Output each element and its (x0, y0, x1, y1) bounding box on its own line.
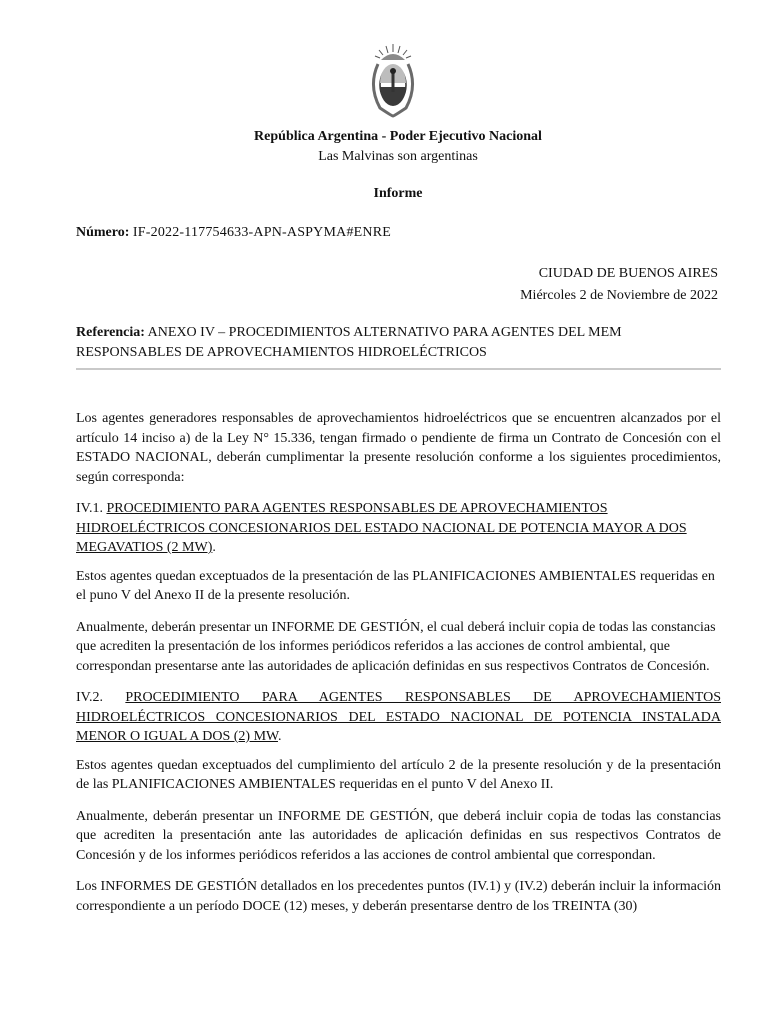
date: Miércoles 2 de Noviembre de 2022 (520, 288, 718, 303)
section-iv1-heading (76, 499, 721, 558)
section-iv1-number: IV.1. (76, 501, 107, 516)
document-number (76, 223, 391, 243)
section-iv2-paragraph-2: Anualmente, deberán presentar un INFORME DE GESTIÓN, que deberá incluir copia de todas las constancias que acrediten la presentación ante las autoridades de aplicación definidas en sus respectivos Contratos de Concesión y de los informes periódicos referidos a las acciones de control ambiental que correspondan. (76, 808, 721, 863)
reference (76, 323, 726, 362)
section-iv2-paragraph-1: Estos agentes quedan exceptuados del cumplimiento del artículo 2 de la presente resolución y de la presentación de las PLANIFICACIONES AMBIENTALES requeridas en el punto V del Anexo II. (76, 757, 721, 792)
header-motto: Las Malvinas son argentinas (318, 149, 478, 164)
document-type: Informe (373, 186, 423, 201)
header-title: República Argentina - Poder Ejecutivo Nacional (254, 129, 542, 144)
city: CIUDAD DE BUENOS AIRES (538, 266, 718, 281)
document-number-value: IF-2022-117754633-APN-ASPYMA#ENRE (132, 225, 391, 240)
section-iv1-title: PROCEDIMIENTO PARA AGENTES RESPONSABLES DE APROVECHAMIENTOS HIDROELÉCTRICOS CONCESIONARIOS DEL ESTADO NACIONAL DE POTENCIA MAYOR A DOS MEGAVATIOS (2 MW) (76, 501, 687, 555)
closing-paragraph: Los INFORMES DE GESTIÓN detallados en los precedentes puntos (IV.1) y (IV.2) deberán incluir la información correspondiente a un período DOCE (12) meses, y deberán presentarse dentro de los TREINTA (30) (76, 879, 721, 914)
reference-text: ANEXO IV – PROCEDIMIENTOS ALTERNATIVO PARA AGENTES DEL MEM RESPONSABLES DE APROVECHAMIENTOS HIDROELÉCTRICOS (76, 325, 622, 360)
divider (76, 368, 721, 370)
section-iv2-heading (76, 688, 721, 747)
section-iv1-end: . (212, 540, 216, 555)
intro-paragraph: Los agentes generadores responsables de aprovechamientos hidroeléctricos que se encuentren alcanzados por el artículo 14 inciso a) de la Ley N° 15.336, tengan firmado o pendiente de firma un Contrato de Concesión con el ESTADO NACIONAL, deberán cumplimentar la presente resolución conforme a los siguientes procedimientos, según corresponda: (76, 411, 721, 485)
document-body (76, 409, 721, 928)
section-iv1-paragraph-1: Estos agentes quedan exceptuados de la presentación de las PLANIFICACIONES AMBIENTALES requeridas en el puno V del Anexo II de la presente resolución. (76, 568, 715, 603)
reference-label: Referencia: (76, 325, 145, 340)
section-iv2-number: IV.2. (76, 690, 126, 705)
document-number-label: Número: (76, 225, 130, 240)
section-iv2-title: PROCEDIMIENTO PARA AGENTES RESPONSABLES DE APROVECHAMIENTOS HIDROELÉCTRICOS CONCESIONARIOS DEL ESTADO NACIONAL DE POTENCIA INSTALADA MENOR O IGUAL A DOS (2) MW (76, 690, 721, 744)
coat-of-arms-icon (366, 42, 420, 118)
section-iv1-paragraph-2: Anualmente, deberán presentar un INFORME DE GESTIÓN, el cual deberá incluir copia de todas las constancias que acrediten la presentación de los informes periódicos referidos a las acciones de control ambiental, que correspondan presentarse ante las autoridades de aplicación definidas en sus respectivos Contratos de Concesión. (76, 619, 716, 674)
section-iv2-end: . (277, 729, 282, 744)
